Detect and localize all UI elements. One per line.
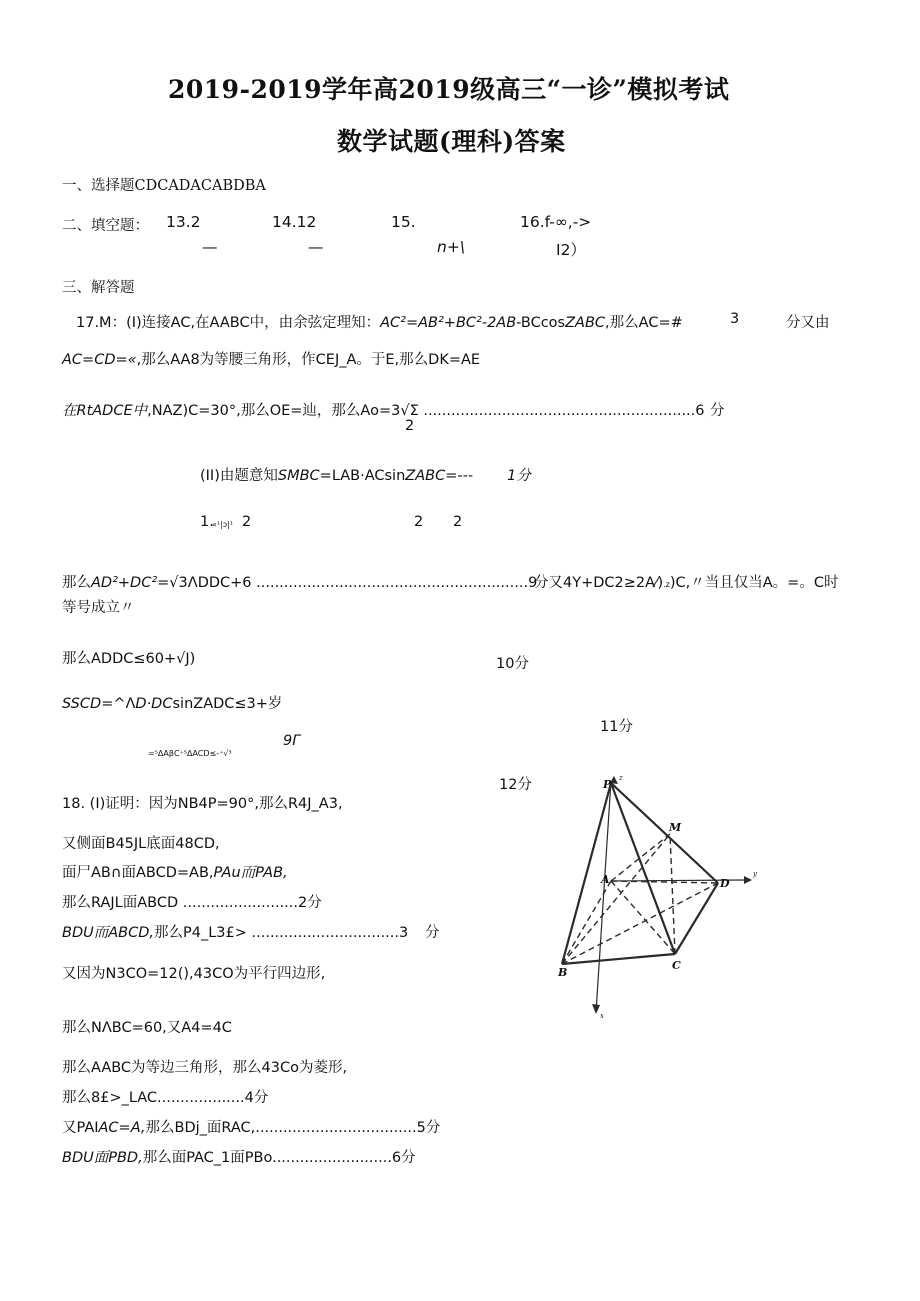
answer-15-fragment: n+\ bbox=[437, 238, 466, 256]
label-p: P bbox=[603, 778, 612, 791]
fraction-bar-13: — bbox=[202, 238, 218, 256]
q17-line-1 bbox=[76, 311, 683, 332]
q17-score-6-unit: 分 bbox=[710, 403, 725, 419]
q17-area-symbol: SMBC bbox=[277, 468, 320, 484]
q17-part2-line bbox=[200, 464, 473, 485]
answer-16-fragment: I2） bbox=[556, 241, 586, 259]
section-solutions-label: 三、解答题 bbox=[62, 280, 135, 296]
q17-score-12: 12分 bbox=[499, 777, 532, 793]
q17-total-area: =⁵ΔAβC⁺⁵ΔACD≤-⁺√³ bbox=[148, 749, 232, 758]
edge-ac bbox=[611, 881, 675, 954]
q17-isosceles: ,那么AA8为等腰三角形，作CEJ_A。于E,那么DK=AE bbox=[136, 352, 481, 368]
q17-area-bound bbox=[62, 692, 282, 713]
q17-continue: 分又由 bbox=[786, 315, 830, 331]
q18-line-3 bbox=[62, 861, 288, 882]
exam-subtitle: 数学试题(理科)答案 bbox=[337, 127, 566, 156]
axis-z-x-line bbox=[596, 781, 611, 1012]
q17-area-result: =--- bbox=[445, 468, 474, 484]
segment-am bbox=[611, 834, 670, 881]
answer-13: 13.2 bbox=[166, 213, 201, 231]
q17-fraction-2c: 2 bbox=[453, 514, 463, 530]
q17-area-bound-op: =^Λ bbox=[101, 696, 136, 712]
q17-equality-holds: 等号成立〃 bbox=[62, 600, 135, 616]
section-choice-answers: 一、选择题CDCADACABDBA bbox=[62, 178, 266, 194]
q17-area-angle: ZABC bbox=[405, 468, 446, 484]
q17-inequality: 分又4Y+DC2≥2A⁄) bbox=[534, 575, 664, 591]
q18-line-11 bbox=[62, 1146, 416, 1167]
label-axis-y: y bbox=[753, 870, 757, 878]
q17-fraction-1: 1. bbox=[200, 514, 214, 530]
q18-plane-intersection: 面尸AB∩面ABCD=AB, bbox=[62, 865, 214, 881]
q18-ac-a: AC=A, bbox=[98, 1120, 146, 1136]
q18-line-2: 又侧面B45JL底面48CD, bbox=[62, 836, 220, 852]
q17-line-3 bbox=[62, 399, 705, 420]
q17-area-bound-rest: sinZADC≤3+岁 bbox=[172, 696, 283, 712]
q17-denominator-2: 2 bbox=[405, 418, 415, 434]
q17-right-triangle: 在RtADCE中 bbox=[62, 403, 148, 419]
q18-bd-in-plane: BDU而ABCD, bbox=[62, 925, 154, 941]
q18-bd-in-pbd: BDU面PBD, bbox=[62, 1150, 143, 1166]
q17-area-bound-dc: D·DC bbox=[135, 696, 173, 712]
q17-cosine-law: AC²=AB²+BC²-2AB bbox=[380, 315, 517, 331]
edge-pc bbox=[611, 783, 675, 954]
label-axis-z: z bbox=[619, 774, 623, 782]
q18-line-10 bbox=[62, 1116, 440, 1137]
q18-score-3-unit: 分 bbox=[425, 925, 440, 941]
q18-line-9: 那么8£>_LAC...................4分 bbox=[62, 1090, 269, 1106]
q17-equality-condition: )C,〃当且仅当A。=。C时 bbox=[669, 575, 839, 591]
label-a: A bbox=[601, 873, 610, 886]
q17-score-1: 1分 bbox=[507, 468, 531, 484]
q17-score-10: 10分 bbox=[496, 656, 529, 672]
q17-inequality-line bbox=[534, 571, 838, 592]
segment-cm bbox=[670, 834, 675, 954]
answer-14: 14.12 bbox=[272, 213, 317, 231]
q17-sum-squares: AD²+DC² bbox=[91, 575, 158, 591]
axis-y-arrow bbox=[744, 876, 752, 884]
exam-title: 2019-2019学年高2019级高三“一诊”模拟考试 bbox=[168, 75, 730, 104]
label-d: D bbox=[720, 877, 730, 890]
label-m: M bbox=[669, 821, 682, 834]
q17-cos-term: -BCcos bbox=[516, 315, 566, 331]
q18-pa-in-plane: PAu而PAB, bbox=[213, 865, 288, 881]
q17-fraction-garble: «¹|ɔ|¹ bbox=[212, 520, 234, 529]
label-b: B bbox=[558, 966, 568, 979]
q17-intro: 17.M：(I)连接AC,在AABC中，由余弦定理知： bbox=[76, 315, 381, 331]
q17-total-fragment: 9Γ bbox=[283, 733, 301, 749]
q18-pa-perp: 那么P4_L3£> ................................3 bbox=[154, 925, 409, 941]
q18-plane-perp: 那么面PAC_1面PBo..........................6分 bbox=[142, 1150, 416, 1166]
q18-bd-perp: 那么BDj_面RAC,...................................5分 bbox=[145, 1120, 441, 1136]
section-fill-label: 二、填空题： bbox=[62, 218, 149, 234]
q18-line-5 bbox=[62, 921, 408, 942]
q17-line-6 bbox=[62, 571, 537, 592]
q18-line-8: 那么AABC为等边三角形，那么43Co为菱形, bbox=[62, 1060, 348, 1076]
edge-bc bbox=[562, 954, 675, 964]
q17-line-2 bbox=[62, 348, 480, 369]
q17-score-9-line: =√3ΛDDC+6 ...........................................................9 bbox=[157, 575, 538, 591]
answer-16: 16.f-∞,-> bbox=[520, 213, 592, 231]
q18-line-4: 那么RAJL面ABCD .........................2分 bbox=[62, 895, 322, 911]
q17-score-11: 11分 bbox=[600, 719, 633, 735]
label-axis-x: x bbox=[600, 1012, 604, 1020]
q17-fraction-2b: 2 bbox=[414, 514, 424, 530]
q17-ao-result: ,NAZ)C=30°,那么OE=辿，那么Ao=3√Σ ...........................................................6 bbox=[147, 403, 705, 419]
q17-area-bound-s: SSCD bbox=[62, 696, 102, 712]
q18-line-1: 18. (I)证明：因为NB4P=90°,那么R4J_A3, bbox=[62, 796, 343, 812]
q18-pa-cap: 又PAI bbox=[62, 1120, 99, 1136]
q17-fraction-2a: 2 bbox=[242, 514, 252, 530]
pyramid-figure bbox=[548, 768, 774, 1020]
q17-inequality-sub: .z bbox=[663, 580, 670, 589]
label-c: C bbox=[672, 959, 681, 972]
q17-area-formula: =LAB·ACsin bbox=[319, 468, 406, 484]
q17-ac-result: ,那么AC=# bbox=[605, 315, 683, 331]
answer-15: 15. bbox=[391, 213, 416, 231]
q18-line-6: 又因为N3CO=12(),43CO为平行四边形, bbox=[62, 966, 326, 982]
q17-bound: 那么ADDC≤60+√J) bbox=[62, 651, 196, 667]
fraction-bar-14: — bbox=[308, 238, 324, 256]
q17-angle: ZABC bbox=[565, 315, 606, 331]
q17-then: 那么 bbox=[62, 575, 91, 591]
q17-ac-cd: AC=CD=« bbox=[62, 352, 137, 368]
q18-line-7: 那么NΛBC=60,又A4=4C bbox=[62, 1020, 232, 1036]
q17-part2-intro: (II)由题意知 bbox=[200, 468, 278, 484]
axis-x-arrow bbox=[592, 1004, 600, 1014]
q17-score-3: 3 bbox=[730, 311, 740, 327]
